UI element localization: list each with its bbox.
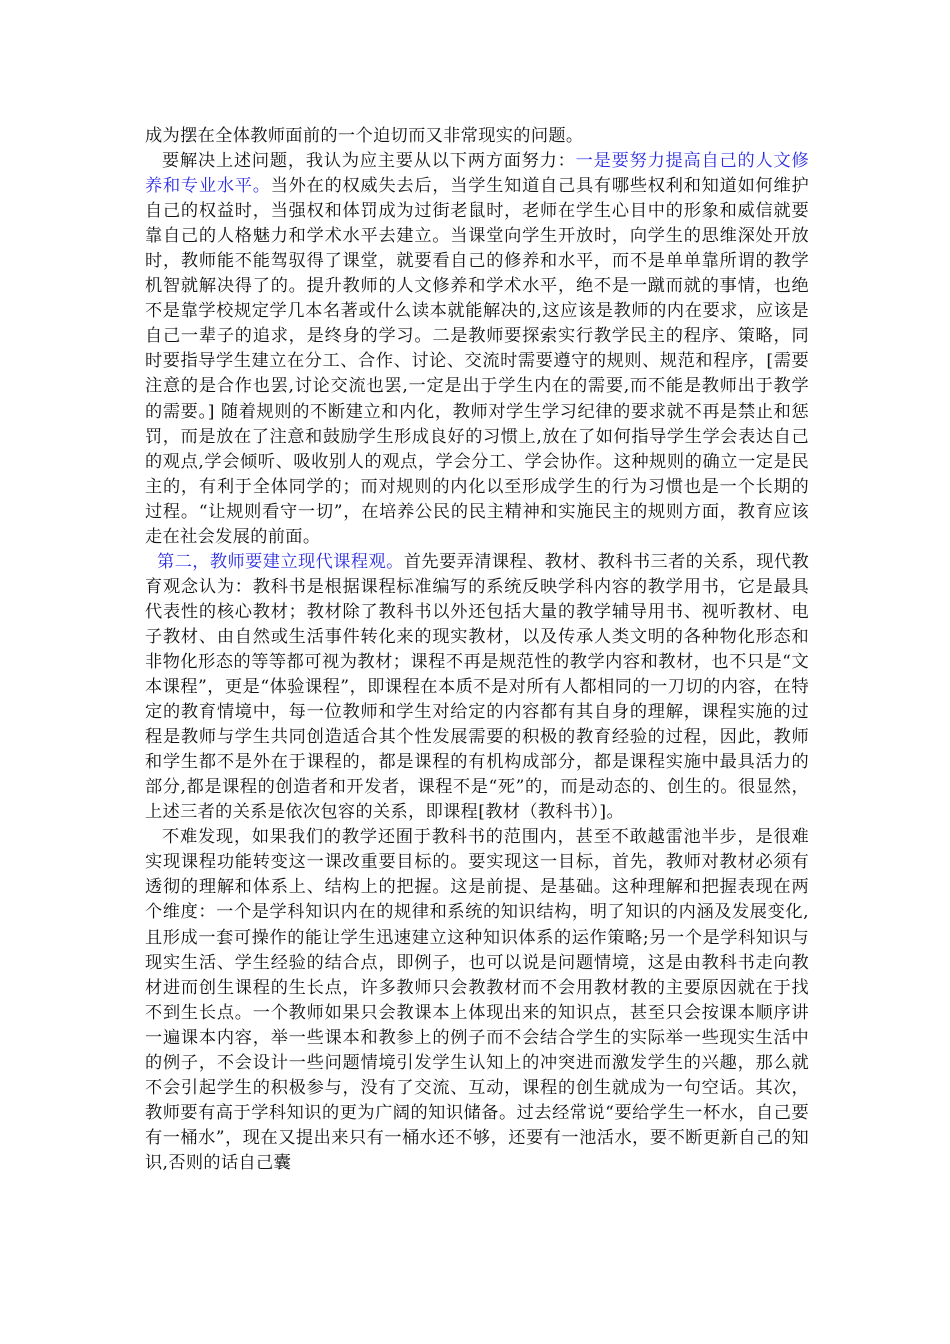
- paragraph-intro-end: [145, 124, 809, 149]
- paragraph-curriculum-view: [145, 550, 809, 826]
- paragraph-solution: [145, 149, 809, 550]
- paragraph-text: 不难发现，如果我们的教学还囿于教科书的范围内，甚至不敢越雷池半步，是很难实现课程功能转变这一课改重要目标的。要实现这一目标，首先，教师对教材必须有透彻的理解和体系上、结构上的把握。这是前提、是基础。这种理解和把握表现在两个维度：一个是学科知识内在的规律和系统的知识结构，明了知识的内涵及发展变化,且形成一套可操作的能让学生迅速建立这种知识体系的运作策略;另一个是学科知识与现实生活、学生经验的结合点，即例子，也可以说是问题情境，这是由教科书走向教材进而创生课程的生长点，许多教师只会教教材而不会用教材教的主要原因就在于找不到生长点。一个教师如果只会教课本上体现出来的知识点，甚至只会按课本顺序讲一遍课本内容，举一些课本和教参上的例子而不会结合学生的实际举一些现实生活中的例子，不会设计一些问题情境引发学生认知上的冲突进而激发学生的兴趣，那么就不会引起学生的积极参与，没有了交流、互动，课程的创生就成为一句空话。其次，教师要有高于学科知识的更为广阔的知识储备。过去经常说“要给学生一杯水，自己要有一桶水”，现在又提出来只有一桶水还不够，还要有一池活水，要不断更新自己的知识,否则的话自己囊: [145, 827, 809, 1173]
- document-page: [145, 124, 809, 1176]
- paragraph-text: 当外在的权威失去后，当学生知道自己具有哪些权利和知道如何维护自己的权益时，当强权和体罚成为过街老鼠时，老师在学生心目中的形象和威信就要靠自己的人格魅力和学术水平去建立。当课堂向学生开放时，向学生的思维深处开放时，教师能不能驾驭得了课堂，就要看自己的修养和水平，而不是单单靠所谓的教学机智就解决得了的。提升教师的人文修养和学术水平，绝不是一蹴而就的事情，也绝不是靠学校规定学几本名著或什么读本就能解决的,这应该是教师的内在要求，应该是自己一辈子的追求，是终身的学习。二是教师要探索实行教学民主的程序、策略，同时要指导学生建立在分工、合作、讨论、交流时需要遵守的规则、规范和程序，[需要注意的是合作也罢,讨论交流也罢,一定是出于学生内在的需要,而不能是教师出于教学的需要。] 随着规则的不断建立和内化，教师对学生学习纪律的要求就不再是禁止和惩罚，而是放在了注意和鼓励学生形成良好的习惯上,放在了如何指导学生学会表达自己的观点,学会倾听、吸收别人的观点，学会分工、学会协作。这种规则的确立一定是民主的，有利于全体同学的；而对规则的内化以至形成学生的行为习惯也是一个长期的过程。“让规则看守一切”，在培养公民的民主精神和实施民主的规则方面，教育应该走在社会发展的前面。: [145, 176, 809, 547]
- paragraph-textbook-scope: [145, 825, 809, 1176]
- highlight-heading-two: 第二，教师要建立现代课程观。: [157, 551, 404, 572]
- paragraph-text: 首先要弄清课程、教材、教科书三者的关系，现代教育观念认为：教科书是根据课程标准编写的系统反映学科内容的教学用书，它是最具代表性的核心教材；教材除了教科书以外还包括大量的教学辅导用书、视听教材、电子教材、由自然或生活事件转化来的现实教材，以及传承人类文明的各种物化形态和非物化形态的等等都可视为教材；课程不再是规范性的教学内容和教材，也不只是“文本课程”，更是“体验课程”，即课程在本质不是对所有人都相同的一刀切的内容，在特定的教育情境中，每一位教师和学生对给定的内容都有其自身的理解，课程实施的过程是教师与学生共同创造适合其个性发展需要的积极的教育经验的过程，因此，教师和学生都不是外在于课程的，都是课程的有机构成部分，都是课程实施中最具活力的部分,都是课程的创造者和开发者，课程不是“死”的，而是动态的、创生的。很显然，上述三者的关系是依次包容的关系，即课程[教材（教科书）]。: [145, 551, 809, 823]
- paragraph-text: 要解决上述问题，我认为应主要从以下两方面努力：: [162, 151, 576, 172]
- highlight-heading-one: 一是要努力提高自己的人文修养和专业水平。: [145, 151, 809, 197]
- paragraph-text: 成为摆在全体教师面前的一个迫切而又非常现实的问题。: [145, 126, 584, 146]
